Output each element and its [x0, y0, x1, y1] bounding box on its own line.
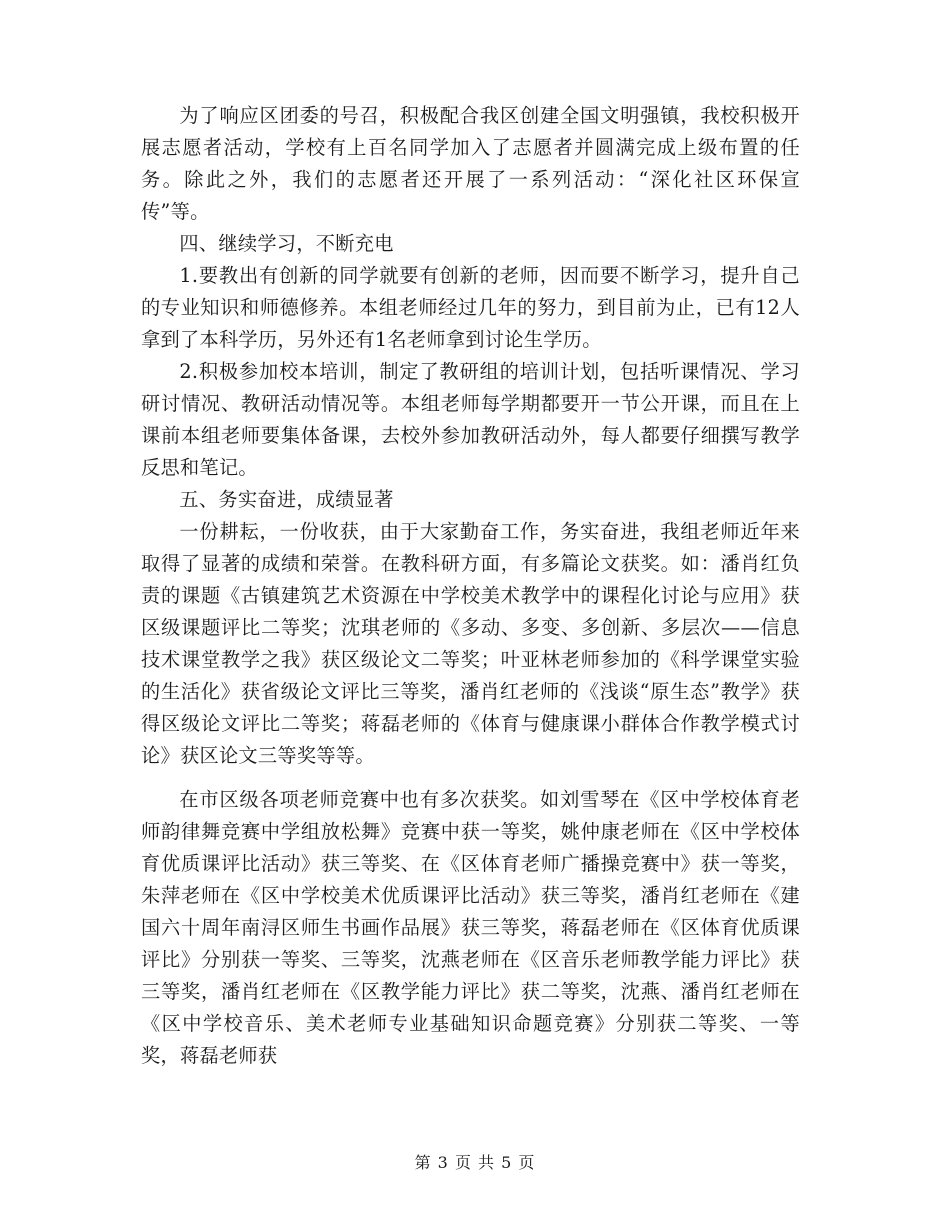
- paragraph-learning-2: 2.积极参加校本培训，制定了教研组的培训计划，包括听课情况、学习研讨情况、教研活动情况等。本组老师每学期都要开一节公开课，而且在上课前本组老师要集体备课，去校外参加教研活动外，每人都要仔细撰写教学反思和笔记。: [141, 360, 800, 479]
- paragraph-research-awards: 一份耕耘，一份收获，由于大家勤奋工作，务实奋进，我组老师近年来取得了显著的成绩和荣誉。在教科研方面，有多篇论文获奖。如：潘肖红负责的课题《古镇建筑艺术资源在中学校美术教学中的课程化讨论与应用》获区级课题评比二等奖；沈琪老师的《多动、多变、多创新、多层次——信息技术课堂教学之我》获区级论文二等奖；叶亚林老师参加的《科学课堂实验的生活化》获省级论文评比三等奖，潘肖红老师的《浅谈“原生态”教学》获得区级论文评比二等奖；蒋磊老师的《体育与健康课小群体合作教学模式讨论》获区论文三等奖等等。: [141, 520, 800, 767]
- heading-achievements: 五、务实奋进，成绩显著: [179, 488, 394, 511]
- heading-continue-learning: 四、继续学习，不断充电: [179, 232, 394, 255]
- paragraph-competition-awards: 在市区级各项老师竞赛中也有多次获奖。如刘雪琴在《区中学校体育老师韵律舞竞赛中学组放松舞》竞赛中获一等奖，姚仲康老师在《区中学校体育优质课评比活动》获三等奖、在《区体育老师广播操竞赛中》获一等奖，朱萍老师在《区中学校美术优质课评比活动》获三等奖，潘肖红老师在《建国六十周年南浔区师生书画作品展》获三等奖，蒋磊老师在《区体育优质课评比》分别获一等奖、三等奖，沈燕老师在《区音乐老师教学能力评比》获三等奖，潘肖红老师在《区教学能力评比》获二等奖，沈燕、潘肖红老师在《区中学校音乐、美术老师专业基础知识命题竞赛》分别获二等奖、一等奖，蒋磊老师获: [141, 788, 800, 1067]
- paragraph-volunteer: 为了响应区团委的号召，积极配合我区创建全国文明强镇，我校积极开展志愿者活动，学校有上百名同学加入了志愿者并圆满完成上级布置的任务。除此之外，我们的志愿者还开展了一系列活动：“深化社区环保宣传”等。: [141, 104, 800, 223]
- paragraph-learning-1: 1.要教出有创新的同学就要有创新的老师，因而要不断学习，提升自己的专业知识和师德修养。本组老师经过几年的努力，到目前为止，已有12人拿到了本科学历，另外还有1名老师拿到讨论生学历。: [141, 264, 800, 351]
- page-footer: 第 3 页 共 5 页: [414, 1153, 536, 1172]
